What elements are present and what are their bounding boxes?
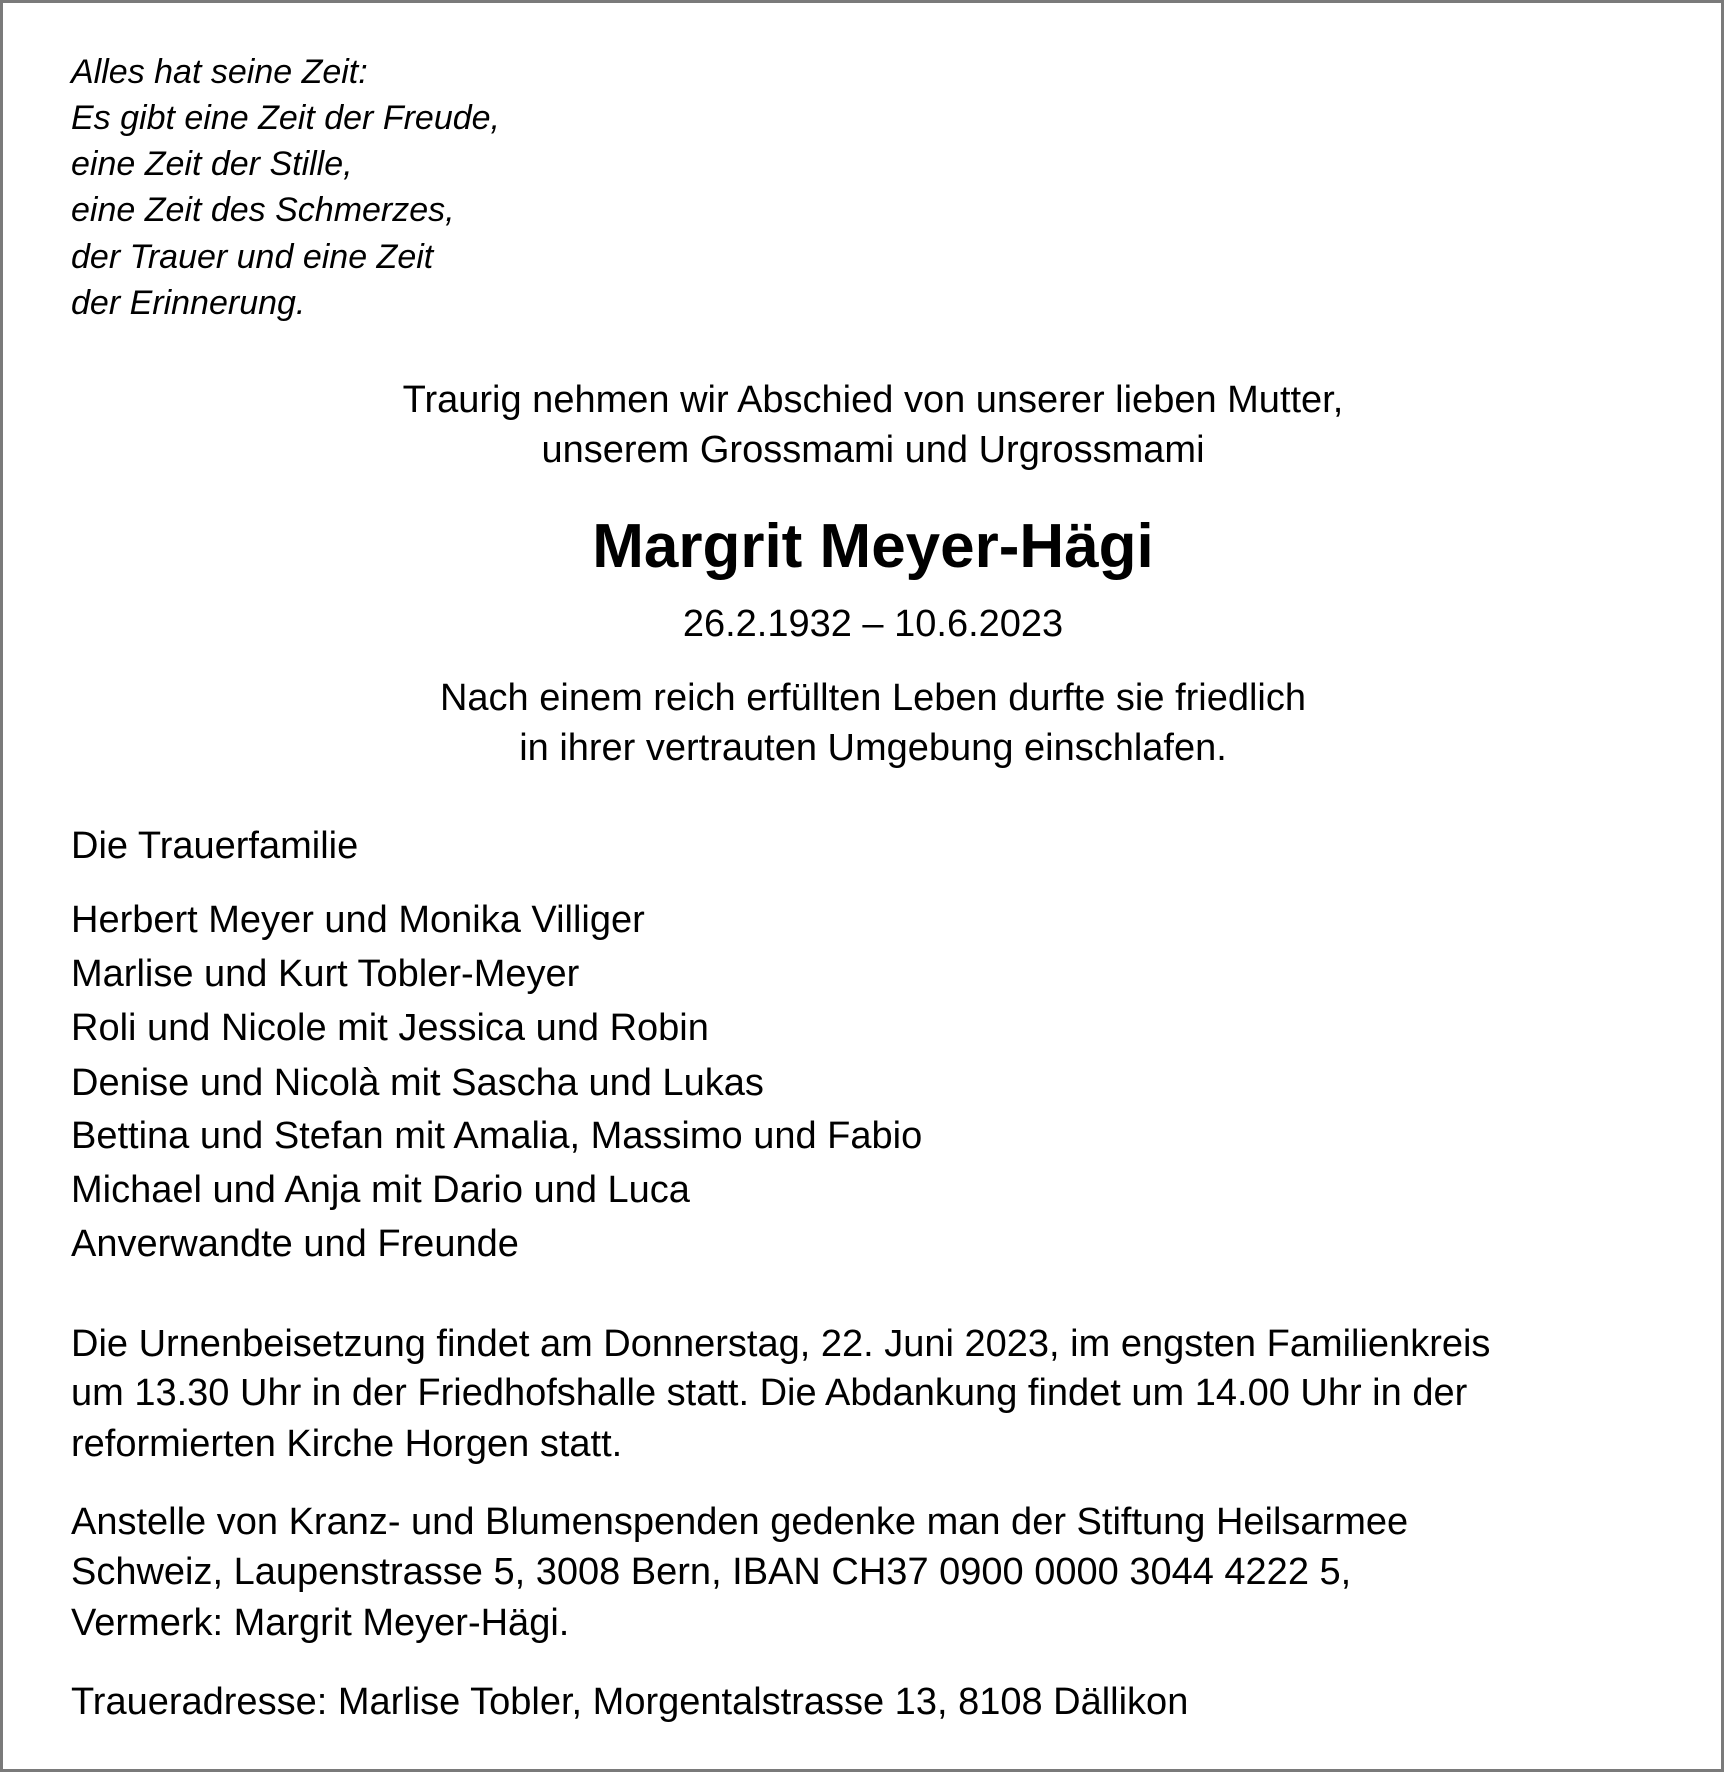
poem-line: der Trauer und eine Zeit: [71, 238, 434, 276]
intro-line: Traurig nehmen wir Abschied von unserer lieben Mutter,: [402, 379, 1344, 421]
poem-line: der Erinnerung.: [71, 284, 306, 322]
family-member: Denise und Nicolà mit Sascha und Lukas: [71, 1062, 764, 1104]
intro-line: unserem Grossmami und Urgrossmami: [541, 429, 1205, 471]
donation-line: Schweiz, Laupenstrasse 5, 3008 Bern, IBAN CH37 0900 0000 3044 4222 5,: [71, 1551, 1352, 1593]
family-member: Anverwandte und Freunde: [71, 1223, 519, 1265]
family-member: Michael und Anja mit Dario und Luca: [71, 1169, 690, 1211]
ceremony-line: Die Urnenbeisetzung findet am Donnerstag, 22. Juni 2023, im engsten Familienkreis: [71, 1323, 1491, 1365]
family-member: Bettina und Stefan mit Amalia, Massimo und Fabio: [71, 1115, 923, 1157]
family-heading: Die Trauerfamilie: [71, 825, 359, 867]
donation-line: Anstelle von Kranz- und Blumenspenden gedenke man der Stiftung Heilsarmee: [71, 1501, 1409, 1543]
family-member: Marlise und Kurt Tobler-Meyer: [71, 953, 580, 995]
poem-line: Alles hat seine Zeit:: [71, 53, 368, 91]
tribute-line: in ihrer vertrauten Umgebung einschlafen.: [519, 727, 1227, 769]
tribute-line: Nach einem reich erfüllten Leben durfte sie friedlich: [439, 677, 1307, 719]
mourning-address: Traueradresse: Marlise Tobler, Morgentalstrasse 13, 8108 Dällikon: [71, 1681, 1189, 1723]
ceremony-line: um 13.30 Uhr in der Friedhofshalle statt. Die Abdankung findet um 14.00 Uhr in der: [71, 1372, 1468, 1414]
ceremony-line: reformierten Kirche Horgen statt.: [71, 1423, 623, 1465]
deceased-name: Margrit Meyer-Hägi: [592, 512, 1154, 581]
life-dates: 26.2.1932 – 10.6.2023: [682, 603, 1064, 645]
poem-line: eine Zeit der Stille,: [71, 145, 353, 183]
family-member: Herbert Meyer und Monika Villiger: [71, 899, 645, 941]
poem-line: Es gibt eine Zeit der Freude,: [71, 99, 501, 137]
family-member: Roli und Nicole mit Jessica und Robin: [71, 1007, 709, 1049]
poem-line: eine Zeit des Schmerzes,: [71, 191, 455, 229]
donation-line: Vermerk: Margrit Meyer-Hägi.: [71, 1602, 570, 1644]
